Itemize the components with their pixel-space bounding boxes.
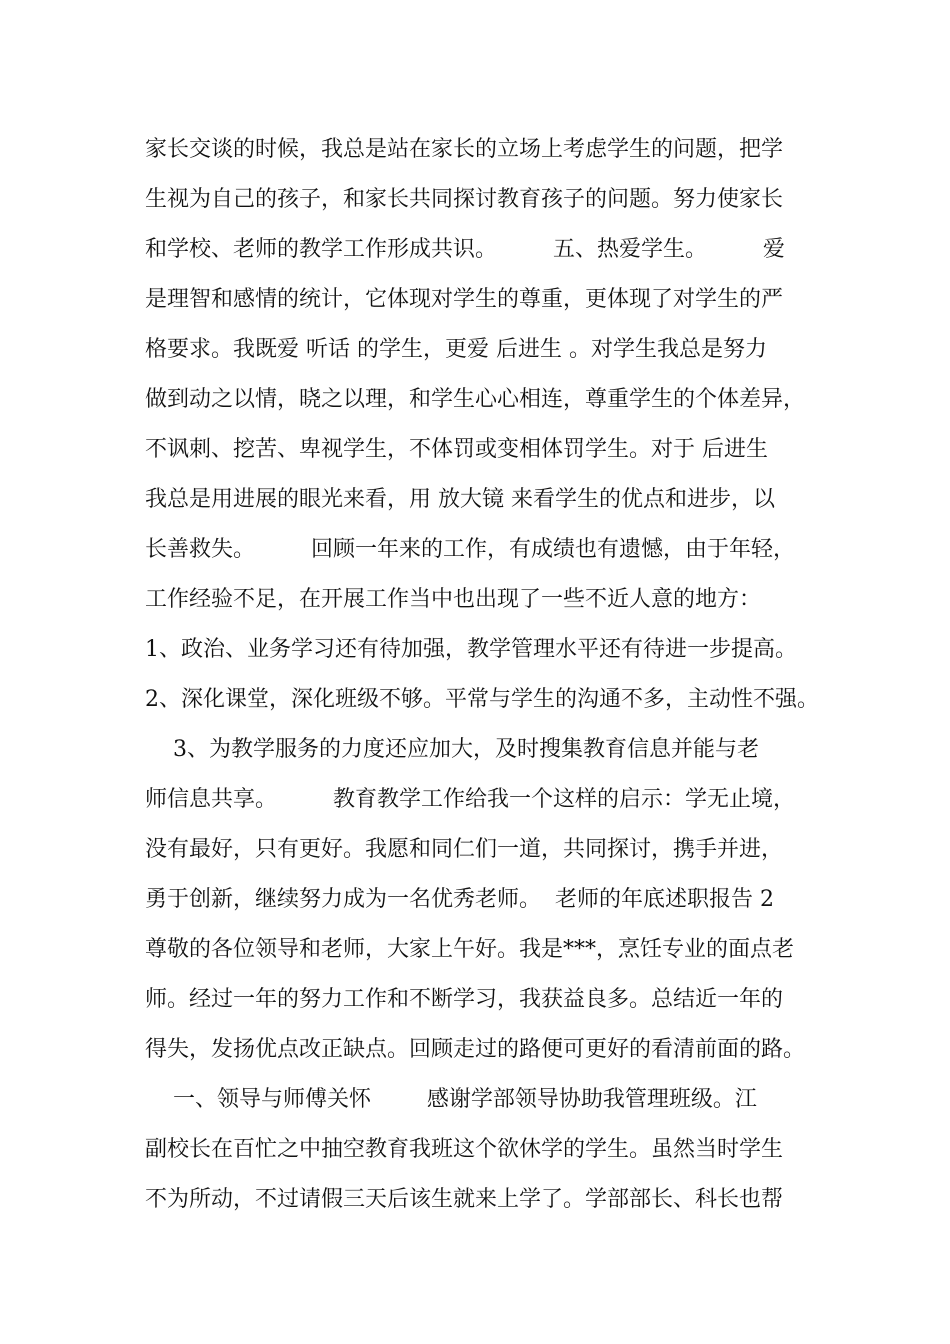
text-line: 做到动之以情，晓之以理，和学生心心相连，尊重学生的个体差异，	[145, 387, 806, 412]
text-line: 2、深化课堂，深化班级不够。平常与学生的沟通不多，主动性不强。	[145, 687, 819, 712]
text-line: 和学校、老师的教学工作形成共识。 五、热爱学生。 爱	[145, 237, 785, 262]
text-line: 没有最好，只有更好。我愿和同仁们一道，共同探讨，携手并进，	[145, 837, 784, 862]
text-line: 长善救失。 回顾一年来的工作，有成绩也有遗憾，由于年轻，	[145, 537, 795, 562]
text-line: 不为所动，不过请假三天后该生就来上学了。学部部长、科长也帮	[145, 1187, 784, 1212]
text-line: 不讽刺、挖苦、卑视学生，不体罚或变相体罚学生。对于 后进生	[145, 437, 768, 462]
text-line: 得失，发扬优点改正缺点。回顾走过的路便可更好的看清前面的路。	[145, 1037, 806, 1062]
text-line: 生视为自己的孩子，和家长共同探讨教育孩子的问题。努力使家长	[145, 187, 784, 212]
text-line: 格要求。我既爱 听话 的学生，更爱 后进生 。对学生我总是努力	[145, 337, 767, 362]
text-line: 一、领导与师傅关怀 感谢学部领导协助我管理班级。江	[145, 1087, 757, 1112]
text-line: 我总是用进展的眼光来看，用 放大镜 来看学生的优点和进步，以	[145, 487, 775, 512]
text-line: 师。经过一年的努力工作和不断学习，我获益良多。总结近一年的	[145, 987, 784, 1012]
text-line: 是理智和感情的统计，它体现对学生的尊重，更体现了对学生的严	[145, 287, 784, 312]
text-line: 勇于创新，继续努力成为一名优秀老师。 老师的年底述职报告 2	[145, 887, 774, 912]
text-line: 1、政治、业务学习还有待加强，教学管理水平还有待进一步提高。	[145, 637, 797, 662]
text-line: 家长交谈的时候，我总是站在家长的立场上考虑学生的问题，把学	[145, 137, 784, 162]
text-line: 师信息共享。 教育教学工作给我一个这样的启示：学无止境，	[145, 787, 795, 812]
text-line: 工作经验不足，在开展工作当中也出现了一些不近人意的地方：	[145, 587, 762, 612]
text-line: 副校长在百忙之中抽空教育我班这个欲休学的学生。虽然当时学生	[145, 1137, 784, 1162]
text-line: 尊敬的各位领导和老师，大家上午好。我是***，烹饪专业的面点老	[145, 937, 795, 962]
text-line: 3、为教学服务的力度还应加大，及时搜集教育信息并能与老	[145, 737, 759, 762]
